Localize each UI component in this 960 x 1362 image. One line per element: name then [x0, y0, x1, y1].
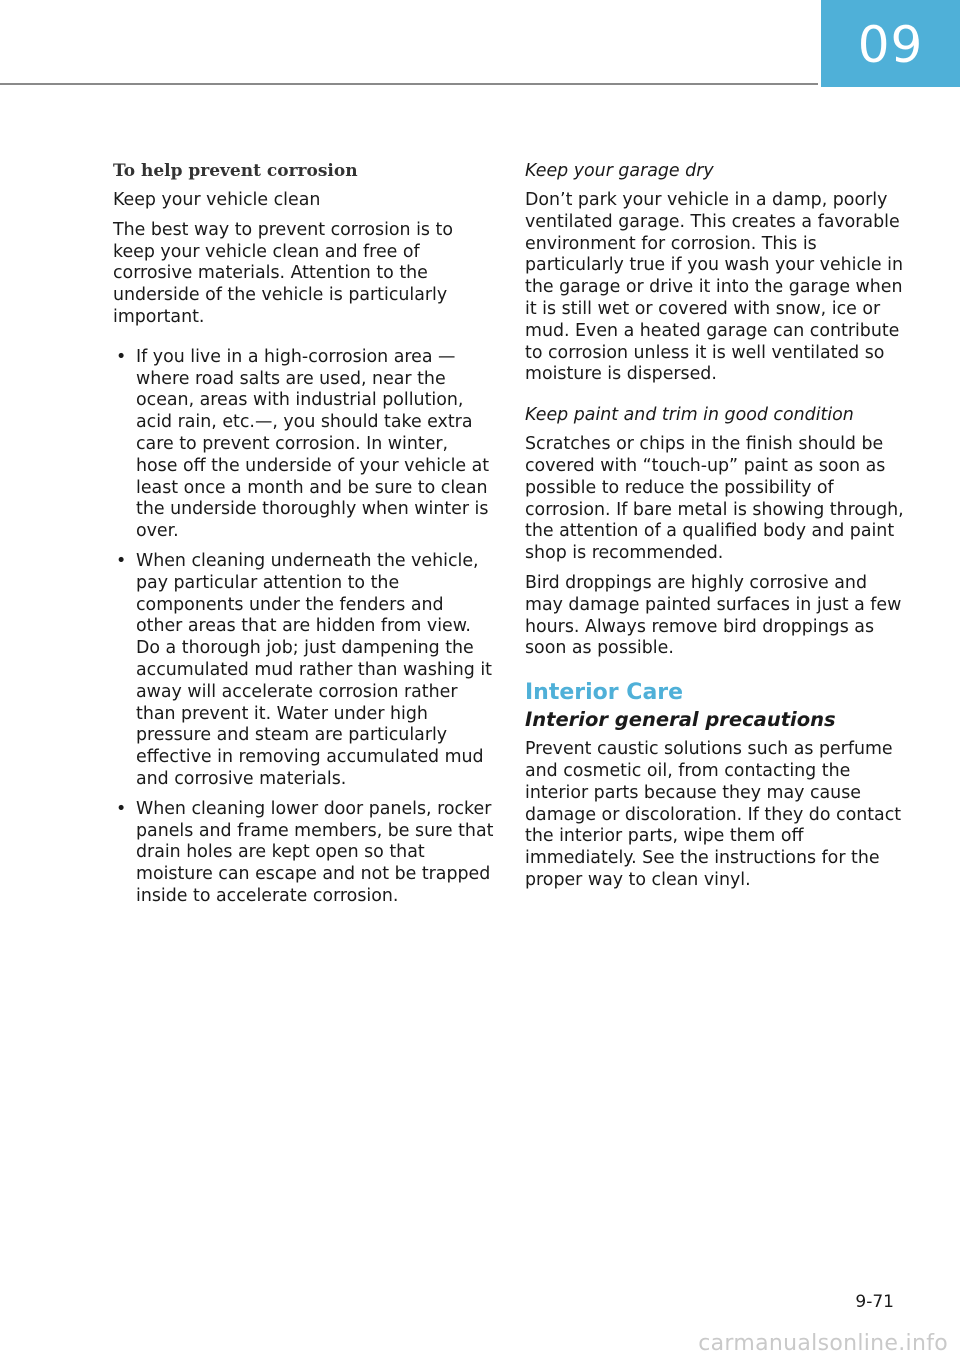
watermark: carmanualsonline.info — [698, 1331, 948, 1356]
corrosion-bullet-list — [113, 347, 495, 908]
bullet-icon: • — [116, 550, 127, 571]
bullet-text: When cleaning lower door panels, rocker panels and frame members, be sure that drain holes are kept open so that moisture can escape and not be trapped inside to accelerate corrosion. — [136, 798, 494, 906]
clean-intro-paragraph: The best way to prevent corrosion is to keep your vehicle clean and free of corrosive materials. Attention to the underside of the vehicle is particularly important. — [113, 219, 453, 327]
corrosion-heading: To help prevent corrosion — [113, 161, 358, 181]
header-rule — [0, 83, 818, 85]
chapter-number: 09 — [857, 15, 924, 74]
clean-subheading: Keep your vehicle clean — [113, 190, 321, 210]
garage-heading: Keep your garage dry — [525, 161, 714, 181]
right-column — [525, 160, 910, 900]
paint-paragraph-1: Scratches or chips in the finish should be covered with “touch-up” paint as soon as possible to reduce the possibility of corrosion. If bare metal is showing through, the attention of a qualified body and paint shop is recommended. — [525, 434, 904, 564]
bullet-icon: • — [116, 798, 127, 819]
paint-heading: Keep paint and trim in good condition — [525, 405, 854, 426]
interior-paragraph: Prevent caustic solutions such as perfume and cosmetic oil, from contacting the interior parts because they may cause damage or discoloration. If they do contact the interior parts, wipe them off immediately. See the instructions for the proper way to clean vinyl. — [525, 739, 902, 890]
list-item — [113, 347, 495, 543]
bullet-text: If you live in a high-corrosion area — where road salts are used, near the ocean, areas with industrial pollution, acid rain, etc.—, you should take extra care to prevent corrosion. In winter, hose off the underside of your vehicle at least once a month and be sure to clean the underside thoroughly when winter is over. — [136, 346, 490, 542]
left-column — [113, 160, 495, 916]
chapter-tab — [821, 0, 960, 87]
interior-care-title: Interior Care — [525, 680, 684, 706]
garage-paragraph: Don’t park your vehicle in a damp, poorly ventilated garage. This creates a favorable environment for corrosion. This is particularly true if you wash your vehicle in the garage or drive it into the garage when it is still wet or covered with snow, ice or mud. Even a heated garage can contribute to corrosion unless it is well ventilated so moisture is dispersed. — [525, 190, 903, 385]
paint-paragraph-2: Bird droppings are highly corrosive and may damage painted surfaces in just a few hours. Always remove bird droppings as soon as possible. — [525, 572, 902, 659]
list-item — [113, 799, 495, 908]
interior-precautions-subtitle: Interior general precautions — [525, 708, 836, 732]
list-item — [113, 551, 495, 791]
page-number: 9-71 — [855, 1292, 894, 1312]
bullet-text: When cleaning underneath the vehicle, pay particular attention to the components under the fenders and other areas that are hidden from view. Do a thorough job; just dampening the accumulated mud rather than washing it away will accelerate corrosion rather than prevent it. Water under high pressure and steam are particularly effective in removing accumulated mud and corrosive materials. — [136, 550, 492, 789]
bullet-icon: • — [116, 346, 127, 367]
